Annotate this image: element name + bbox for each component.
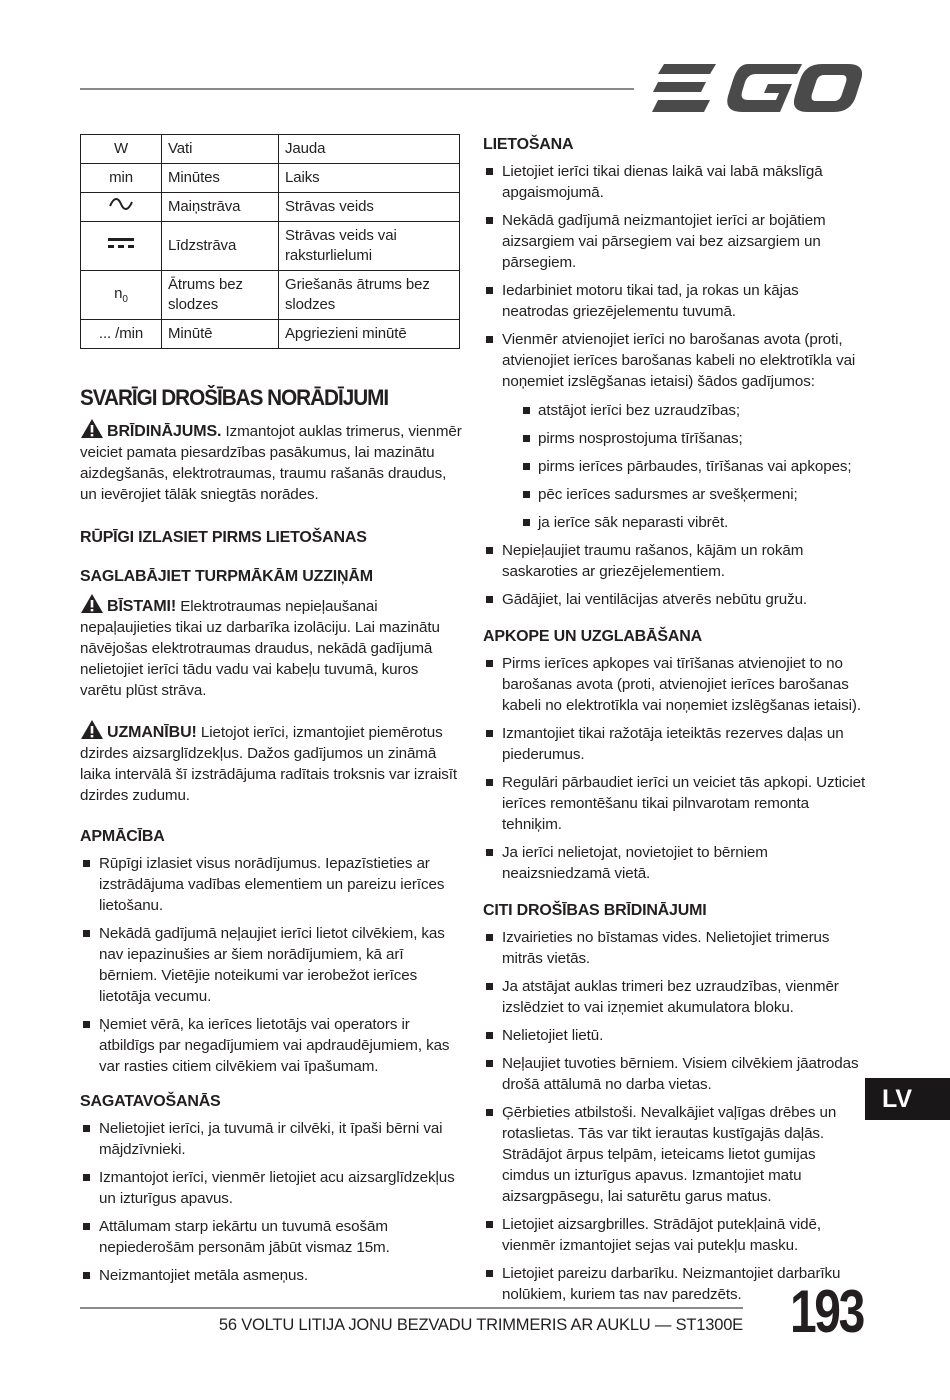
symbol-cell	[81, 222, 162, 271]
language-tab: LV	[865, 1078, 950, 1120]
symbol-cell	[81, 271, 162, 320]
list-item: Neļaujiet tuvoties bērniem. Visiem cilvēkiem jāatrodas drošā attālumā no darba vietas.	[483, 1053, 867, 1095]
symbol-cell: ... /min	[81, 320, 162, 349]
right-column	[483, 134, 867, 1312]
term-cell: Minūtes	[162, 164, 279, 193]
table-row	[81, 193, 460, 222]
table-row	[81, 135, 460, 164]
list-item-text: Vienmēr atvienojiet ierīci no barošanas avota (proti, atvienojiet ierīces barošanas kabeli no elektrotīkla vai noņemiet izslēgšanas ietaisi) šādos gadījumos:	[502, 331, 856, 390]
list-item: Pirms ierīces apkopes vai tīrīšanas atvienojiet to no barošanas avota (proti, atvienojiet ierīces barošanas kabeli no elektrotīkla vai noņemiet izslēgšanas ietaisi).	[483, 653, 867, 716]
list-item: Lietojiet pareizu darbarīku. Neizmantojiet darbarīku nolūkiem, kuriem tas nav paredzēts.	[483, 1263, 867, 1305]
direct-current-icon	[107, 236, 135, 250]
symbol-cell	[81, 193, 162, 222]
list-item: Rūpīgi izlasiet visus norādījumus. Iepazīstieties ar izstrādājuma vadības elementiem un pareizu ierīces lietošanu.	[80, 853, 462, 916]
symbol-cell: W	[81, 135, 162, 164]
warning-triangle-icon	[80, 719, 104, 740]
list-item: Gādājiet, lai ventilācijas atverēs nebūtu gružu.	[483, 589, 867, 610]
maintenance-heading: APKOPE UN UZGLABĀŠANA	[483, 628, 702, 645]
usage-sublist	[502, 400, 867, 533]
alternating-current-icon	[108, 197, 134, 211]
training-heading: APMĀCĪBA	[80, 828, 165, 845]
term-cell: Līdzstrāva	[162, 222, 279, 271]
list-item: Neizmantojiet metāla asmeņus.	[80, 1265, 462, 1286]
table-row	[81, 164, 460, 193]
list-item: Izmantojot ierīci, vienmēr lietojiet acu aizsarglīdzekļus un izturīgus apavus.	[80, 1167, 462, 1209]
list-item: Attālumam starp iekārtu un tuvumā esošām nepiederošām personām jābūt vismaz 15m.	[80, 1216, 462, 1258]
list-item: Ģērbieties atbilstoši. Nevalkājiet vaļīgas drēbes un rotaslietas. Tās var tikt ierautas kustīgajās daļās. Strādājot ārpus telpām, ieteicams lietot gumijas cimdus un izturīgus apavus. Izmantojiet matu aizsargpāsegu, lai saturētu garus matus.	[483, 1102, 867, 1207]
list-item: Nepieļaujiet traumu rašanos, kājām un rokām saskaroties ar griezējelementiem.	[483, 540, 867, 582]
sublist-item: atstājot ierīci bez uzraudzības;	[502, 400, 867, 421]
header-rule	[80, 88, 634, 90]
list-item: Ja atstājat auklas trimeri bez uzraudzības, vienmēr izslēdziet to vai izņemiet akumulatora bloku.	[483, 976, 867, 1018]
page-number: 193	[790, 1278, 863, 1345]
warning-triangle-icon	[80, 593, 104, 614]
read-heading: RŪPĪGI IZLASIET PIRMS LIETOŠANAS	[80, 529, 367, 546]
left-column	[80, 134, 462, 1293]
sublist-item: ja ierīce sāk neparasti vibrēt.	[502, 512, 867, 533]
list-item: Nelietojiet ierīci, ja tuvumā ir cilvēki, it īpaši bērni vai mājdzīvnieki.	[80, 1118, 462, 1160]
term-cell: Vati	[162, 135, 279, 164]
footer-text: 56 VOLTU LITIJA JONU BEZVADU TRIMMERIS AR AUKLU — ST1300E	[218, 1316, 743, 1334]
list-item: Lietojiet ierīci tikai dienas laikā vai labā mākslīgā apgaismojumā.	[483, 161, 867, 203]
usage-list	[483, 161, 867, 610]
caution-label: UZMANĪBU!	[107, 724, 197, 741]
table-row	[81, 222, 460, 271]
safety-title: SVARĪGI DROŠĪBAS NORĀDĪJUMI	[80, 385, 389, 410]
warning-paragraph	[80, 418, 462, 505]
sublist-item: pirms nosprostojuma tīrīšanas;	[502, 428, 867, 449]
term-cell: Maiņstrāva	[162, 193, 279, 222]
meaning-cell: Apgriezieni minūtē	[279, 320, 460, 349]
term-cell: Ātrums bez slodzes	[162, 271, 279, 320]
warning-label: BRĪDINĀJUMS.	[107, 423, 222, 440]
meaning-cell: Laiks	[279, 164, 460, 193]
danger-paragraph	[80, 593, 462, 701]
table-row	[81, 320, 460, 349]
footer-rule	[80, 1307, 743, 1309]
meaning-cell: Strāvas veids	[279, 193, 460, 222]
list-item: Lietojiet aizsargbrilles. Strādājot putekļainā vidē, vienmēr izmantojiet sejas vai putekļu masku.	[483, 1214, 867, 1256]
save-heading: SAGLABĀJIET TURPMĀKĀM UZZIŅĀM	[80, 568, 373, 585]
warning-triangle-icon	[80, 418, 104, 439]
usage-heading: LIETOŠANA	[483, 136, 574, 153]
meaning-cell: Strāvas veids vai raksturlielumi	[279, 222, 460, 271]
caution-text: Lietojot ierīci, izmantojiet piemērotus dzirdes aizsarglīdzekļus. Dažos gadījumos un zināmā laika intervālā šī izstrādājuma radītais troksnis var izraisīt dzirdes zudumu.	[80, 724, 457, 804]
list-item: Nelietojiet lietū.	[483, 1025, 867, 1046]
caution-paragraph	[80, 719, 462, 806]
list-item: Nekādā gadījumā neizmantojiet ierīci ar bojātiem aizsargiem vai pārsegiem vai bez aizsargiem un pārsegiem.	[483, 210, 867, 273]
maintenance-list	[483, 653, 867, 884]
table-row	[81, 271, 460, 320]
ego-logo	[652, 62, 862, 114]
symbol-table	[80, 134, 460, 349]
symbol-subscript: 0	[122, 294, 128, 305]
list-item: Regulāri pārbaudiet ierīci un veiciet tās apkopi. Uzticiet ierīces remontēšanu tikai pilnvarotam remonta tehniķim.	[483, 772, 867, 835]
meaning-cell: Griešanās ātrums bez slodzes	[279, 271, 460, 320]
list-item: Ja ierīci nelietojat, novietojiet to bērniem neaizsniedzamā vietā.	[483, 842, 867, 884]
list-item: Ņemiet vērā, ka ierīces lietotājs vai operators ir atbildīgs par negadījumiem vai apdraudējumiem, kas var rasties citiem cilvēkiem vai īpašumam.	[80, 1014, 462, 1077]
danger-text: Elektrotraumas nepieļaušanai nepaļaujieties tikai uz darbarīka izolāciju. Lai mazinātu nāvējošas elektrotraumas draudus, nekādā gadījumā nelietojiet ierīci tādu vadu vai kabeļu tuvumā, kuros varētu plūst strāva.	[80, 598, 440, 699]
other-warnings-list	[483, 927, 867, 1305]
sublist-item: pirms ierīces pārbaudes, tīrīšanas vai apkopes;	[502, 456, 867, 477]
sublist-item: pēc ierīces sadursmes ar svešķermeni;	[502, 484, 867, 505]
meaning-cell: Jauda	[279, 135, 460, 164]
preparation-heading: SAGATAVOŠANĀS	[80, 1093, 221, 1110]
symbol-n: n	[114, 285, 123, 302]
list-item	[483, 329, 867, 533]
training-list	[80, 853, 462, 1077]
list-item: Izvairieties no bīstamas vides. Nelietojiet trimerus mitrās vietās.	[483, 927, 867, 969]
list-item: Izmantojiet tikai ražotāja ieteiktās rezerves daļas un piederumus.	[483, 723, 867, 765]
other-warnings-heading: CITI DROŠĪBAS BRĪDINĀJUMI	[483, 902, 707, 919]
list-item: Iedarbiniet motoru tikai tad, ja rokas un kājas neatrodas griezējelementu tuvumā.	[483, 280, 867, 322]
warning-text: Izmantojot auklas trimerus, vienmēr veiciet pamata piesardzības pasākumus, lai mazinātu aizdegšanās, elektrotraumas, traumu rašanās draudus, un ievērojiet tālāk sniegtās norādes.	[80, 423, 462, 503]
danger-label: BĪSTAMI!	[107, 598, 177, 615]
symbol-cell: min	[81, 164, 162, 193]
preparation-list	[80, 1118, 462, 1286]
list-item: Nekādā gadījumā neļaujiet ierīci lietot cilvēkiem, kas nav iepazinušies ar šiem norādījumiem, kā arī bērniem. Vietējie noteikumi var ierobežot ierīces lietotāja vecumu.	[80, 923, 462, 1007]
term-cell: Minūtē	[162, 320, 279, 349]
